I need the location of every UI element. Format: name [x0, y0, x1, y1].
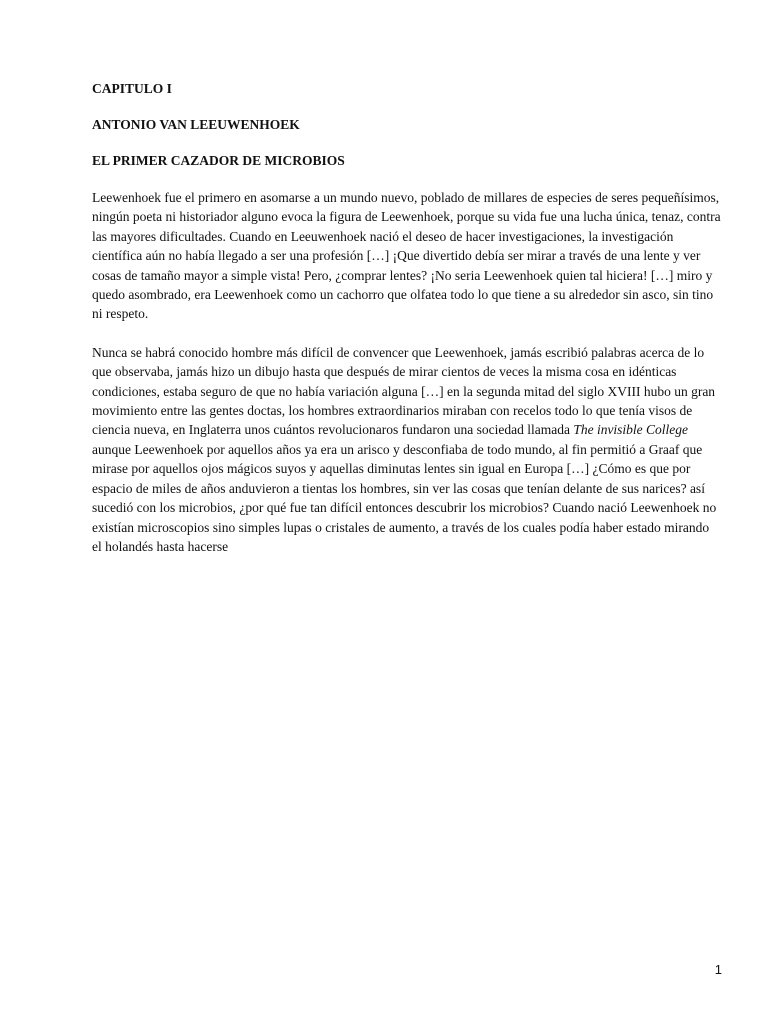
- chapter-name: ANTONIO VAN LEEUWENHOEK: [92, 117, 300, 132]
- chapter-subtitle: EL PRIMER CAZADOR DE MICROBIOS: [92, 153, 345, 168]
- paragraph-2: [92, 343, 722, 556]
- paragraph-2-part-1: Nunca se habrá conocido hombre más difícil de convencer que Leewenhoek, jamás escribió palabras acerca de lo que observaba, jamás hizo un dibujo hasta que después de mirar cientos de veces la misma cosa en idénticas condiciones, estaba seguro de que no había variación alguna […] en la segunda mitad del siglo XVIII hubo un gran movimiento entre las gentes doctas, los hombres extraordinarios miraban con recelos todo lo que tenía visos de ciencia nueva, en Inglaterra unos cuántos revolucionaros fundaron una sociedad llamada: [92, 344, 716, 438]
- book-title-italic: The invisible College: [573, 422, 689, 438]
- page-body: [92, 80, 722, 575]
- chapter-heading: CAPITULO I: [92, 81, 172, 96]
- paragraph-2-part-2: aunque Leewenhoek por aquellos años ya era un arisco y desconfiaba de todo mundo, al fin permitió a Graaf que mirase por aquellos ojos mágicos suyos y aquellas diminutas lentes sin igual en Europa […] ¿Cómo es que por espacio de miles de años anduvieron a tientas los hombres, sin ver las cosas que tenían delante de sus narices? así sucedió con los microbios, ¿por qué fue tan difícil entonces descubrir los microbios? Cuando nació Leewenhoek no existían microscopios sino simples lupas o cristales de aumento, a través de los cuales podía haber estado mirando el holandés hasta hacerse: [92, 441, 717, 554]
- page-number: 1: [714, 962, 722, 977]
- paragraph-1: Leewenhoek fue el primero en asomarse a un mundo nuevo, poblado de millares de especies de seres pequeñísimos, ningún poeta ni historiador alguno evoca la figura de Leewenhoek, porque su vida fue una lucha única, tenaz, contra las mayores dificultades. Cuando en Leeuwenhoek nació el deseo de hacer investigaciones, la investigación científica aún no había llegado a ser una profesión […] ¡Que divertido debía ser mirar a través de una lente y ver cosas de tamaño mayor a simple vista! Pero, ¿comprar lentes? ¡No seria Leewenhoek quien tal hiciera! […] miro y quedo asombrado, era Leewenhoek como un cachorro que olfatea todo lo que tiene a su alrededor sin asco, sin tino ni respeto.: [92, 190, 721, 322]
